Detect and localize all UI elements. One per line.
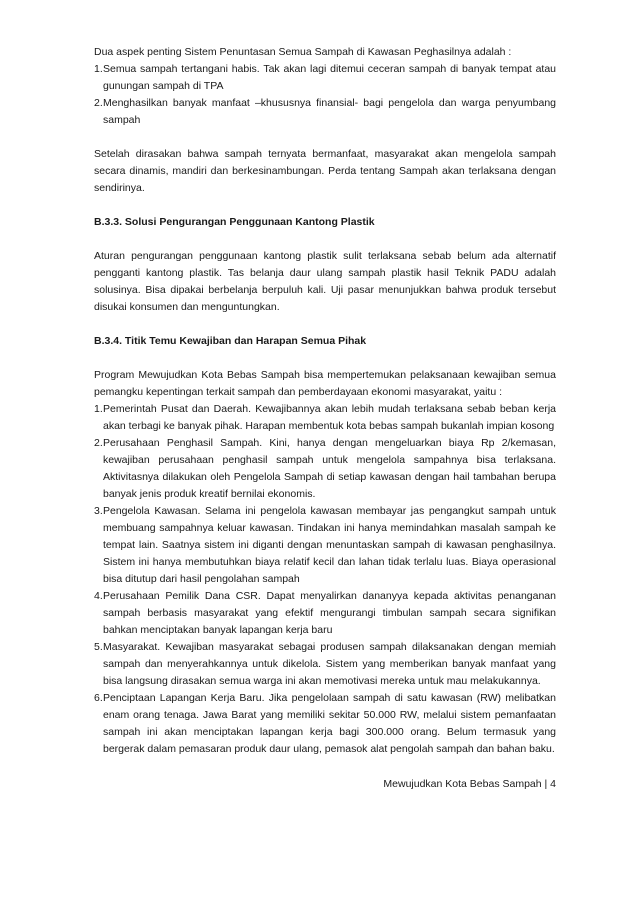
section-heading-b34: B.3.4. Titik Temu Kewajiban dan Harapan Semua Pihak (94, 335, 367, 347)
spacer (94, 197, 556, 214)
list-number: 6. (94, 692, 103, 704)
list-number: 1. (94, 403, 103, 415)
list-text: Semua sampah tertangani habis. Tak akan lagi ditemui ceceran sampah di banyak tempat atau gunungan sampah di TPA (103, 63, 556, 92)
section-heading-b33: B.3.3. Solusi Pengurangan Penggunaan Kantong Plastik (94, 216, 375, 228)
spacer (94, 350, 556, 367)
list-item (94, 690, 556, 758)
list-item (94, 639, 556, 690)
list-text: Perusahaan Pemilik Dana CSR. Dapat menyalirkan dananyya kepada aktivitas penanganan sampah berbasis masyarakat yang efektif mengurangi timbulan sampah secara signifikan bahkan menciptakan banyak lapangan kerja baru (103, 590, 556, 636)
spacer (94, 231, 556, 248)
benefit-paragraph: Setelah dirasakan bahwa sampah ternyata bermanfaat, masyarakat akan mengelola sampah secara dinamis, mandiri dan berkesinambungan. Perda tentang Sampah akan terlaksana dengan sendirinya. (94, 148, 556, 194)
page-footer: Mewujudkan Kota Bebas Sampah | 4 (383, 778, 556, 790)
section-b34-intro: Program Mewujudkan Kota Bebas Sampah bisa mempertemukan pelaksanaan kewajiban semua pemangku kepentingan terkait sampah dan pemberdayaan ekonomi masyarakat, yaitu : (94, 369, 556, 398)
spacer (94, 129, 556, 146)
list-number: 3. (94, 505, 103, 517)
list-item (94, 95, 556, 129)
list-item (94, 503, 556, 588)
list-item (94, 435, 556, 503)
list-text: Perusahaan Penghasil Sampah. Kini, hanya dengan mengeluarkan biaya Rp 2/kemasan, kewajiban perusahaan penghasil sampah untuk mengelola sampahnya bisa terlaksana. Aktivitasnya dilakukan oleh Pengelola Sampah di setiap kawasan dengan hail tambahan berupa banyak jenis produk kreatif bernilai ekonomis. (103, 437, 556, 500)
list-text: Pengelola Kawasan. Selama ini pengelola kawasan membayar jas pengangkut sampah untuk membuang sampahnya keluar kawasan. Tindakan ini hanya memindahkan masalah sampah ke tempat lain. Saatnya sistem ini diganti dengan menuntaskan sampah di kawasan penghasilnya. Sistem ini hanya membutuhkan biaya relatif kecil dan lahan tidak terlalu luas. Biaya operasional bisa ditutup dari hasil pengolahan sampah (103, 505, 556, 585)
list-number: 1. (94, 63, 103, 75)
spacer (94, 316, 556, 333)
list-item (94, 61, 556, 95)
list-item (94, 588, 556, 639)
section-b33-body: Aturan pengurangan penggunaan kantong plastik sulit terlaksana sebab belum ada alternatif pengganti kantong plastik. Tas belanja daur ulang sampah plastik hasil Teknik PADU adalah solusinya. Bisa dipakai berbelanja berpuluh kali. Uji pasar menunjukkan bahwa produk tersebut disukai konsumen dan menguntungkan. (94, 250, 556, 313)
list-item (94, 401, 556, 435)
list-text: Pemerintah Pusat dan Daerah. Kewajibannya akan lebih mudah terlaksana sebab beban kerja akan terbagi ke banyak pihak. Harapan membentuk kota bebas sampah bukanlah impian kosong (103, 403, 556, 432)
list-text: Penciptaan Lapangan Kerja Baru. Jika pengelolaan sampah di satu kawasan (RW) melibatkan enam orang tenaga. Jawa Barat yang memiliki sekitar 50.000 RW, melalui sistem pemanfaatan sampah ini akan menciptakan lapangan kerja bagi 300.000 orang. Belum termasuk yang bergerak dalam pemasaran produk daur ulang, pemasok alat pengolah sampah dan bahan baku. (103, 692, 556, 755)
list-text: Menghasilkan banyak manfaat –khususnya finansial- bagi pengelola dan warga penyumbang sampah (103, 97, 556, 126)
stakeholders-list (94, 401, 556, 758)
list-number: 5. (94, 641, 103, 653)
intro-paragraph: Dua aspek penting Sistem Penuntasan Semua Sampah di Kawasan Peghasilnya adalah : (94, 46, 512, 58)
aspects-list (94, 61, 556, 129)
list-number: 2. (94, 97, 103, 109)
list-text: Masyarakat. Kewajiban masyarakat sebagai produsen sampah dilaksanakan dengan memiah sampah dan menyerahkannya untuk dikelola. Sistem yang memberikan banyak manfaat yang bisa langsung dirasakan semua warga ini akan memotivasi mereka untuk mau melakukannya. (103, 641, 556, 687)
list-number: 4. (94, 590, 103, 602)
page-content (94, 44, 556, 758)
list-number: 2. (94, 437, 103, 449)
